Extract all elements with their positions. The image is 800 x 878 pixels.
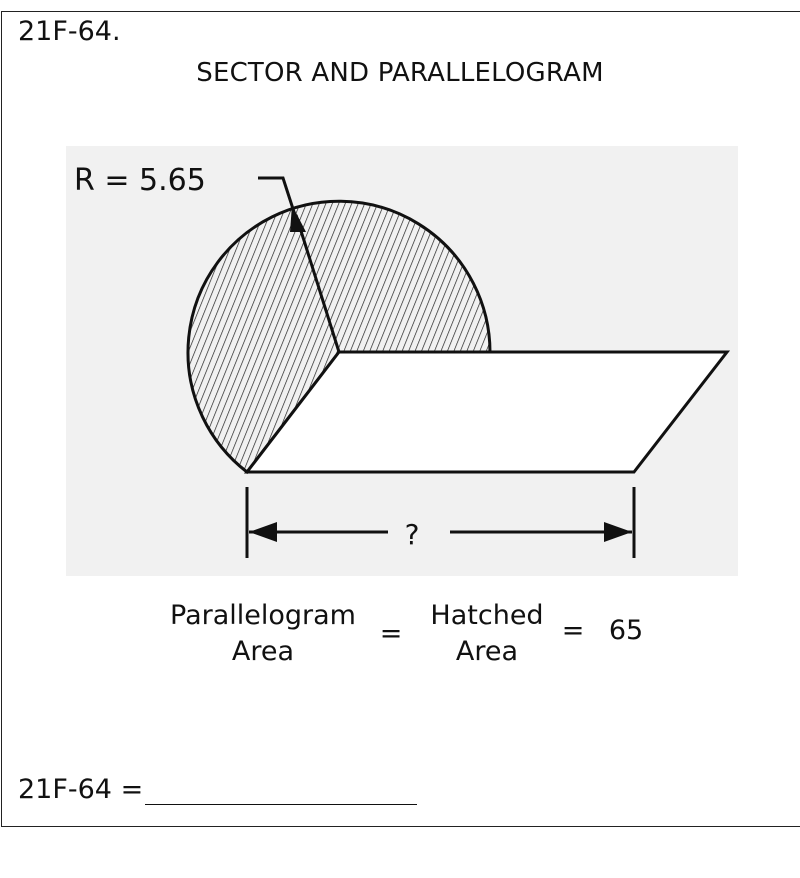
problem-title: SECTOR AND PARALLELOGRAM — [196, 58, 604, 88]
dimension-arrowhead-right — [604, 522, 632, 542]
radius-leader-line — [258, 178, 294, 212]
equals-sign-2: = — [561, 615, 585, 646]
answer-label: 21F-64 = — [18, 774, 144, 805]
unknown-length-label: ? — [404, 518, 420, 551]
problem-id: 21F-64. — [18, 16, 121, 47]
parallelogram-area-label — [150, 598, 376, 670]
equals-sign-1: = — [379, 618, 403, 649]
parallelogram-area-line1: Parallelogram — [170, 600, 356, 631]
parallelogram-area-line2: Area — [231, 636, 295, 667]
hatched-area-line1: Hatched — [430, 600, 544, 631]
hatched-area-line2: Area — [455, 636, 519, 667]
answer-blank[interactable] — [145, 776, 417, 805]
hatched-area-label — [416, 598, 558, 670]
answer-line — [18, 774, 417, 805]
area-value: 65 — [608, 615, 644, 646]
radius-label: R = 5.65 — [74, 163, 206, 198]
dimension-arrowhead-left — [249, 522, 277, 542]
